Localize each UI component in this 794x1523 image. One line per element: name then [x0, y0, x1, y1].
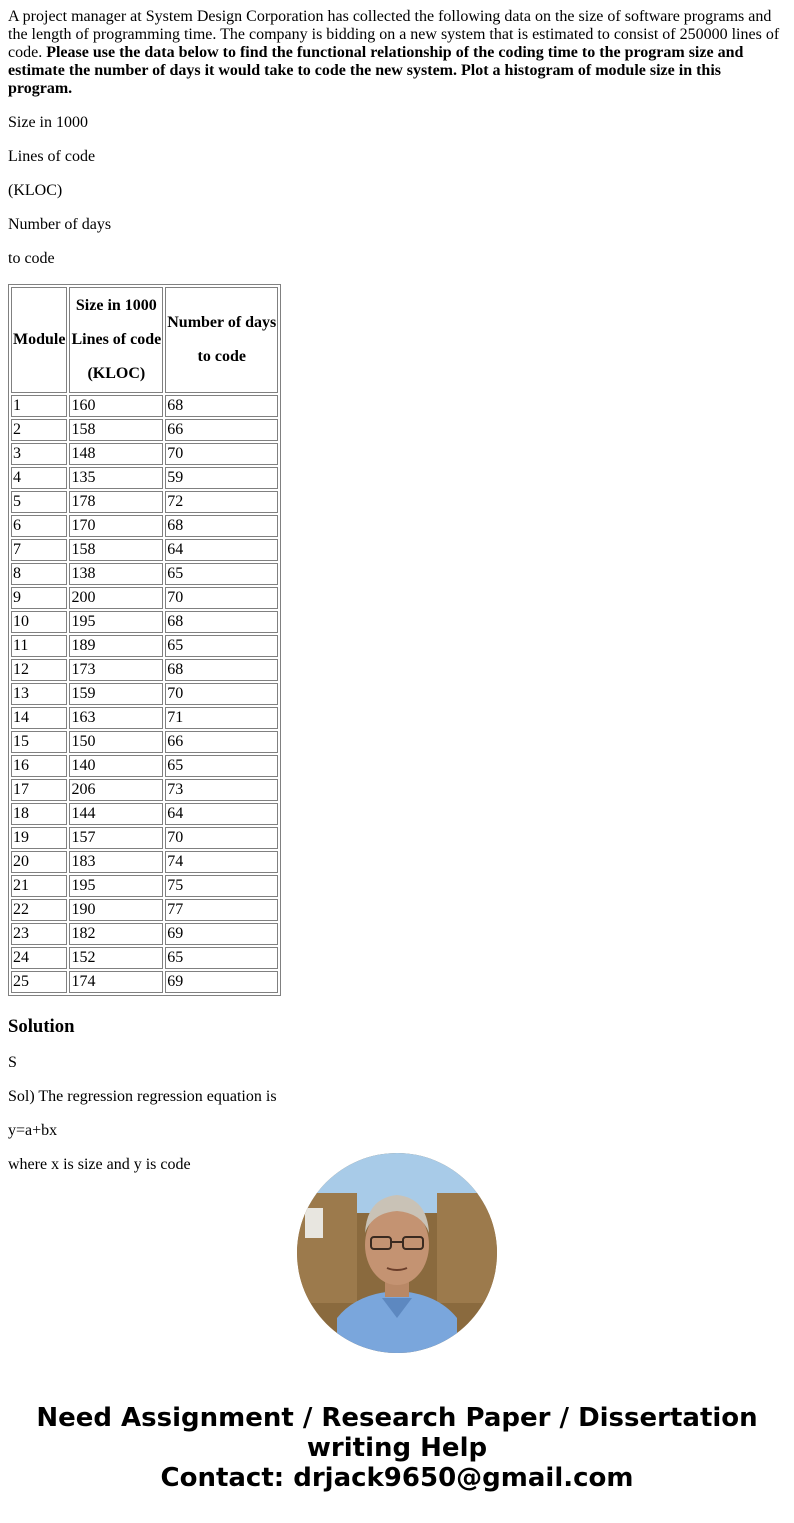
solution-line-3: y=a+bx [8, 1122, 58, 1139]
header-module: Module [11, 287, 67, 393]
cell-size: 159 [69, 683, 163, 705]
solution-heading: Solution [8, 1016, 75, 1037]
cell-days: 66 [165, 731, 278, 753]
solution-line-1: S [8, 1054, 17, 1071]
cell-days: 68 [165, 611, 278, 633]
table-row [11, 899, 278, 921]
cell-module: 23 [11, 923, 67, 945]
cell-size: 195 [69, 611, 163, 633]
table-row [11, 635, 278, 657]
cell-module: 13 [11, 683, 67, 705]
cell-module: 16 [11, 755, 67, 777]
cell-size: 160 [69, 395, 163, 417]
table-row [11, 923, 278, 945]
cell-days: 73 [165, 779, 278, 801]
cell-size: 135 [69, 467, 163, 489]
cell-days: 64 [165, 803, 278, 825]
table-row [11, 827, 278, 849]
cell-size: 206 [69, 779, 163, 801]
cell-size: 140 [69, 755, 163, 777]
banner-line-1: Need Assignment / Research Paper / Dissertation [36, 1403, 758, 1433]
cell-module: 24 [11, 947, 67, 969]
cell-days: 70 [165, 683, 278, 705]
cell-module: 1 [11, 395, 67, 417]
table-row [11, 755, 278, 777]
cell-size: 189 [69, 635, 163, 657]
cell-size: 170 [69, 515, 163, 537]
author-avatar [297, 1153, 497, 1353]
contact-banner [0, 1403, 794, 1493]
cell-days: 65 [165, 635, 278, 657]
cell-days: 59 [165, 467, 278, 489]
banner-line-2: writing Help [306, 1433, 488, 1463]
label-to-code: to code [8, 250, 55, 267]
cell-module: 14 [11, 707, 67, 729]
cell-module: 3 [11, 443, 67, 465]
table-row [11, 491, 278, 513]
cell-module: 2 [11, 419, 67, 441]
avatar-photo [297, 1153, 497, 1353]
cell-days: 65 [165, 755, 278, 777]
cell-days: 65 [165, 947, 278, 969]
cell-days: 75 [165, 875, 278, 897]
label-kloc: (KLOC) [8, 182, 63, 199]
label-size: Size in 1000 [8, 114, 88, 131]
cell-days: 72 [165, 491, 278, 513]
cell-module: 10 [11, 611, 67, 633]
table-row [11, 587, 278, 609]
table-row [11, 683, 278, 705]
header-days-line1: Number of days [167, 314, 277, 331]
cell-days: 77 [165, 899, 278, 921]
cell-size: 144 [69, 803, 163, 825]
cell-days: 65 [165, 563, 278, 585]
cell-module: 9 [11, 587, 67, 609]
cell-days: 69 [165, 923, 278, 945]
table-row [11, 875, 278, 897]
cell-module: 8 [11, 563, 67, 585]
cell-size: 190 [69, 899, 163, 921]
table-row [11, 611, 278, 633]
question-intro: A project manager at System Design Corporation has collected the following data on the size of software programs and the length of programming time. The company is bidding on a new system that is estimated to consist of 250000 lines of code. [8, 8, 780, 61]
table-row [11, 851, 278, 873]
table-row [11, 779, 278, 801]
table-row [11, 515, 278, 537]
cell-size: 158 [69, 539, 163, 561]
table-header-row [11, 287, 278, 393]
table-row [11, 563, 278, 585]
cell-size: 182 [69, 923, 163, 945]
cell-module: 4 [11, 467, 67, 489]
cell-days: 68 [165, 395, 278, 417]
cell-size: 158 [69, 419, 163, 441]
cell-module: 25 [11, 971, 67, 993]
table-row [11, 731, 278, 753]
cell-days: 68 [165, 515, 278, 537]
header-size-line1: Size in 1000 [75, 297, 157, 314]
header-days [165, 287, 278, 393]
cell-module: 15 [11, 731, 67, 753]
cell-module: 20 [11, 851, 67, 873]
cell-size: 173 [69, 659, 163, 681]
cell-size: 150 [69, 731, 163, 753]
header-days-line2: to code [197, 348, 246, 365]
cell-days: 64 [165, 539, 278, 561]
cell-days: 69 [165, 971, 278, 993]
cell-size: 138 [69, 563, 163, 585]
cell-size: 195 [69, 875, 163, 897]
cell-days: 70 [165, 587, 278, 609]
cell-days: 70 [165, 827, 278, 849]
cell-module: 6 [11, 515, 67, 537]
table-row [11, 443, 278, 465]
table-row [11, 539, 278, 561]
cell-module: 12 [11, 659, 67, 681]
solution-line-2: Sol) The regression regression equation is [8, 1088, 277, 1105]
cell-days: 74 [165, 851, 278, 873]
cell-module: 5 [11, 491, 67, 513]
data-table [8, 284, 281, 996]
cell-size: 148 [69, 443, 163, 465]
cell-module: 19 [11, 827, 67, 849]
cell-days: 68 [165, 659, 278, 681]
cell-size: 200 [69, 587, 163, 609]
label-lines: Lines of code [8, 148, 96, 165]
cell-module: 7 [11, 539, 67, 561]
table-body [11, 395, 278, 993]
table-row [11, 947, 278, 969]
header-size-line2: Lines of code [71, 331, 162, 348]
header-size [69, 287, 163, 393]
cell-module: 17 [11, 779, 67, 801]
cell-size: 178 [69, 491, 163, 513]
table-row [11, 395, 278, 417]
table-row [11, 803, 278, 825]
question-instruction: Please use the data below to find the functional relationship of the coding time to the program size and estimate the number of days it would take to code the new system. Plot a histogram of module size in this program. [8, 44, 744, 97]
cell-module: 18 [11, 803, 67, 825]
table-row [11, 707, 278, 729]
table-row [11, 419, 278, 441]
cell-size: 174 [69, 971, 163, 993]
cell-size: 183 [69, 851, 163, 873]
cell-days: 66 [165, 419, 278, 441]
banner-line-3: Contact: drjack9650@gmail.com [160, 1463, 634, 1493]
table-row [11, 971, 278, 993]
cell-size: 157 [69, 827, 163, 849]
table-row [11, 467, 278, 489]
question-text [8, 8, 786, 98]
cell-days: 71 [165, 707, 278, 729]
document-body [8, 8, 786, 1174]
table-row [11, 659, 278, 681]
header-size-line3: (KLOC) [87, 365, 146, 382]
solution-line-4: where x is size and y is code [8, 1156, 191, 1173]
cell-days: 70 [165, 443, 278, 465]
cell-size: 163 [69, 707, 163, 729]
label-days: Number of days [8, 216, 112, 233]
cell-module: 11 [11, 635, 67, 657]
cell-size: 152 [69, 947, 163, 969]
cell-module: 22 [11, 899, 67, 921]
cell-module: 21 [11, 875, 67, 897]
